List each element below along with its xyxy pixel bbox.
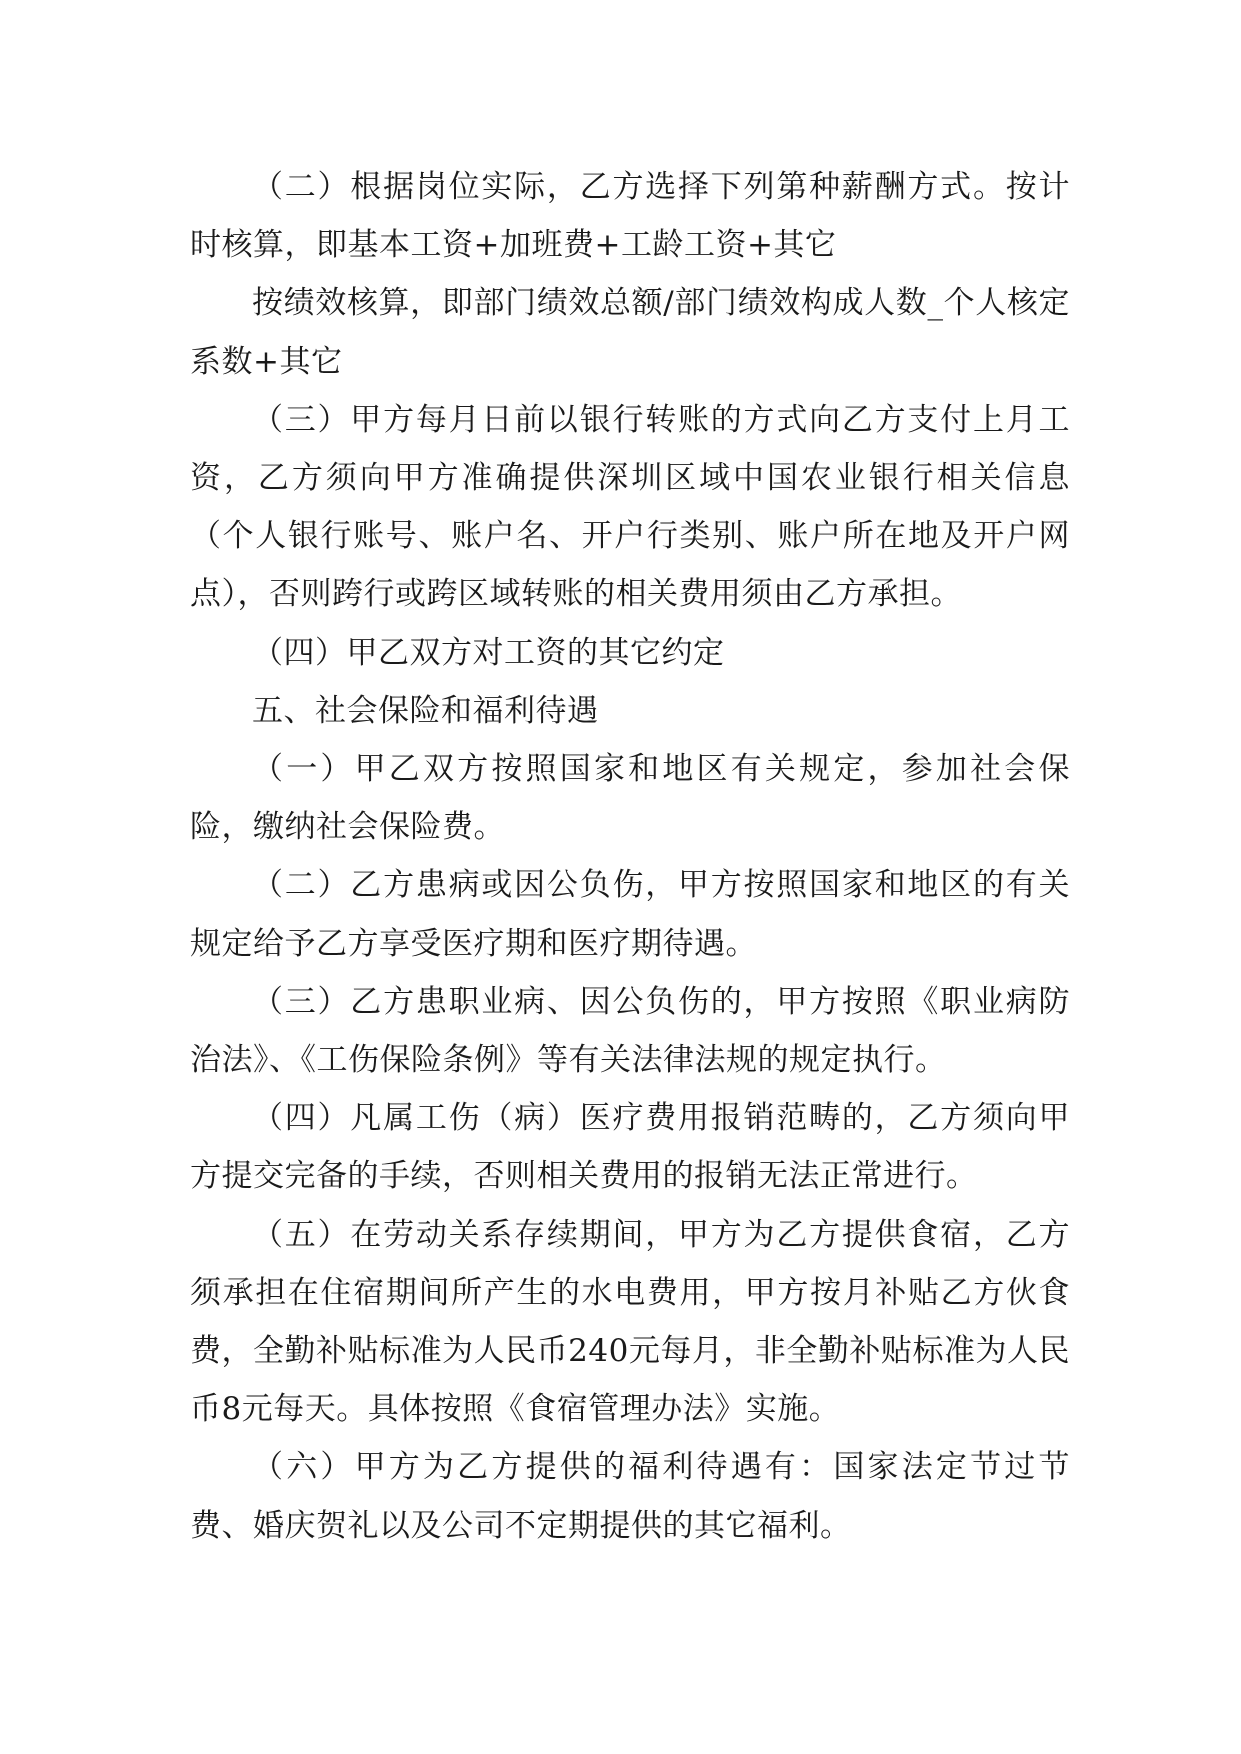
paragraph-salary-method: （二）根据岗位实际，乙方选择下列第种薪酬方式。按计时核算，即基本工资+加班费+工龄工资+其它 — [190, 169, 1070, 264]
paragraph-welfare-benefits: （六）甲方为乙方提供的福利待遇有：国家法定节过节费、婚庆贺礼以及公司不定期提供的其它福利。 — [190, 1449, 1070, 1544]
paragraph-social-insurance: （一）甲乙双方按照国家和地区有关规定，参加社会保险，缴纳社会保险费。 — [190, 751, 1070, 846]
paragraph-occupational-disease: （三）乙方患职业病、因公负伤的，甲方按照《职业病防治法》、《工伤保险条例》等有关法律法规的规定执行。 — [190, 983, 1070, 1079]
paragraph-sick-leave: （二）乙方患病或因公负伤，甲方按照国家和地区的有关规定给予乙方享受医疗期和医疗期待遇。 — [190, 867, 1070, 962]
paragraph-other-salary-terms: （四）甲乙双方对工资的其它约定 — [252, 634, 725, 671]
document-body — [190, 158, 1070, 1555]
paragraph-performance-calc: 按绩效核算，即部门绩效总额/部门绩效构成人数_个人核定系数+其它 — [190, 285, 1070, 380]
paragraph-payment-date: （三）甲方每月日前以银行转账的方式向乙方支付上月工资，乙方须向甲方准确提供深圳区域中国农业银行相关信息（个人银行账号、账户名、开户行类别、账户所在地及开户网点），否则跨行或跨区域转账的相关费用须由乙方承担。 — [190, 401, 1070, 613]
paragraph-board-and-lodging: （五）在劳动关系存续期间，甲方为乙方提供食宿，乙方须承担在住宿期间所产生的水电费用，甲方按月补贴乙方伙食费，全勤补贴标准为人民币240元每月，非全勤补贴标准为人民币8元每天。具体按照《食宿管理办法》实施。 — [190, 1216, 1070, 1428]
section-heading-social-insurance: 五、社会保险和福利待遇 — [252, 692, 599, 729]
paragraph-work-injury-reimbursement: （四）凡属工伤（病）医疗费用报销范畴的，乙方须向甲方提交完备的手续，否则相关费用的报销无法正常进行。 — [190, 1100, 1070, 1195]
